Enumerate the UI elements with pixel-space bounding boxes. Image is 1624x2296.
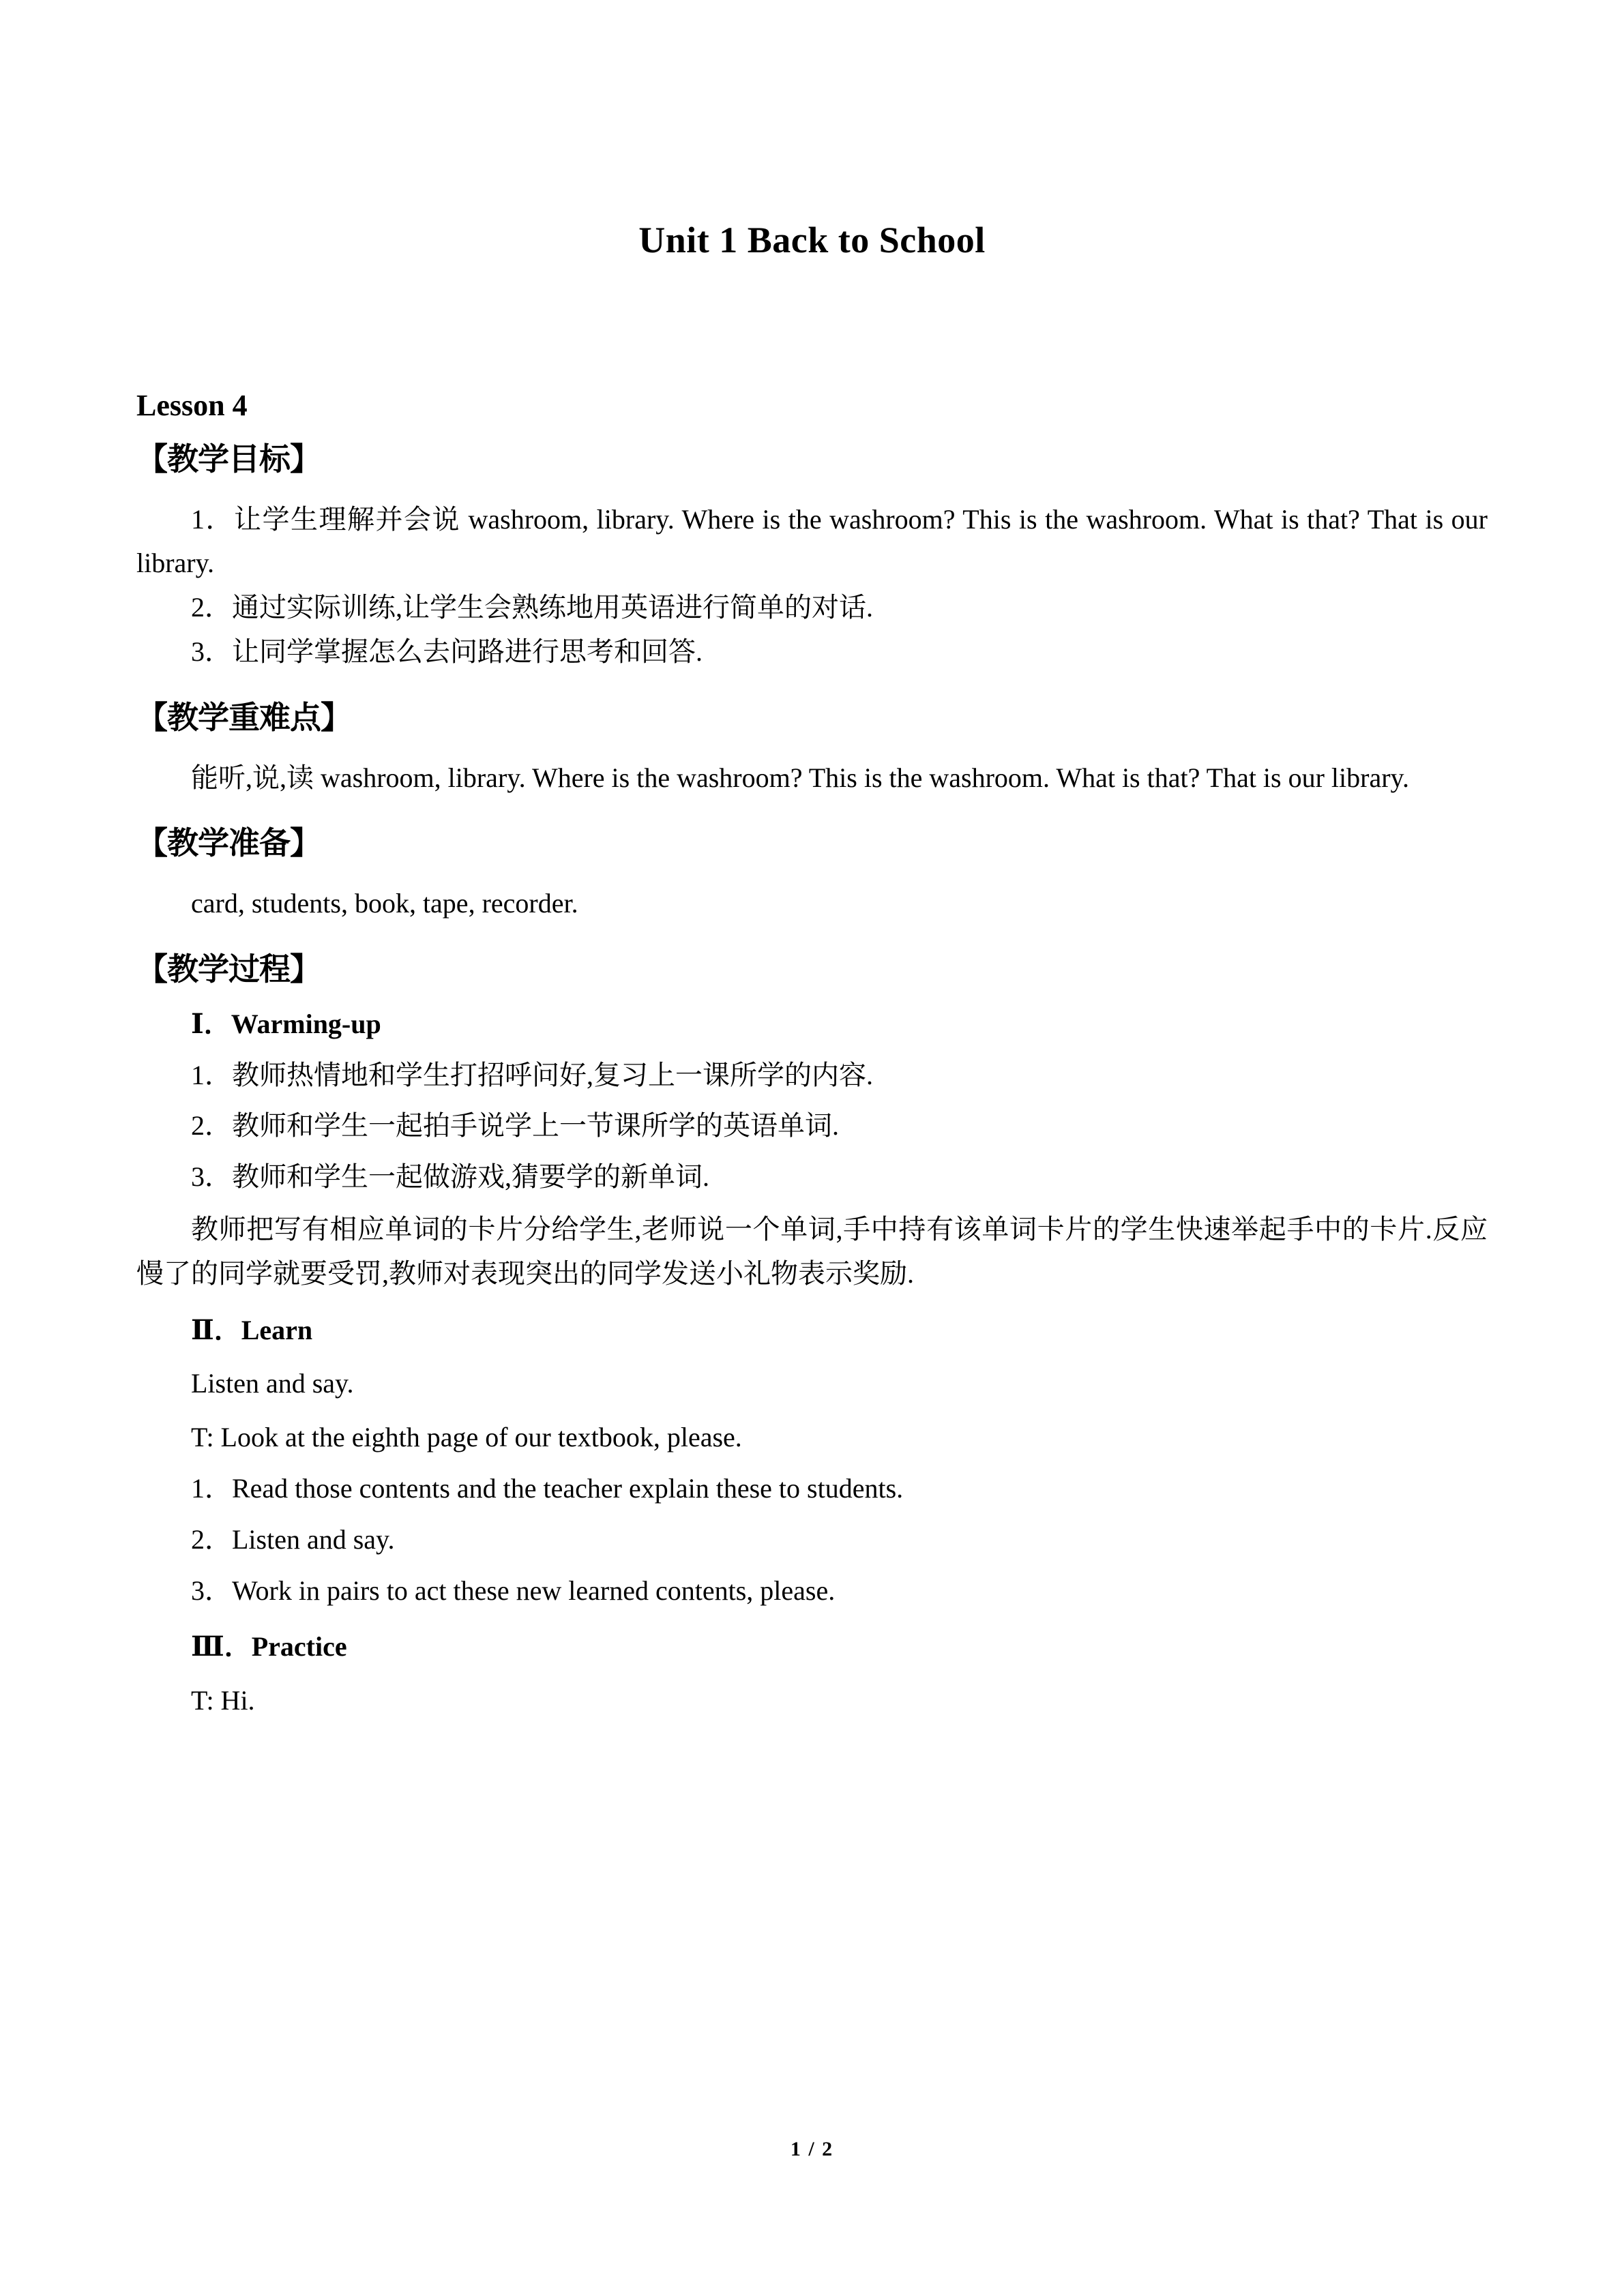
warming-up-item-1: 1．教师热情地和学生打招呼问好,复习上一课所学的内容.: [191, 1059, 873, 1090]
warming-up-item-3: 3．教师和学生一起做游戏,猜要学的新单词.: [191, 1161, 709, 1193]
page-number-footer: 1 / 2: [790, 2138, 834, 2160]
section-heading-objectives: 【教学目标】: [136, 440, 321, 477]
section-heading-key-points: 【教学重难点】: [136, 698, 351, 736]
objective-item-1: 1．让学生理解并会说 washroom, library. Where is the washroom? This is the washroom. What is that? That is our library.: [136, 503, 1488, 579]
learn-item-1: 1．Read those contents and the teacher explain these to students.: [191, 1472, 904, 1504]
objective-item-3: 3．让同学掌握怎么去问路进行思考和回答.: [191, 636, 703, 667]
learn-lead-line: Listen and say.: [191, 1368, 354, 1399]
section-heading-process: 【教学过程】: [136, 950, 321, 987]
page-title: Unit 1 Back to School: [638, 220, 986, 260]
section-heading-preparation: 【教学准备】: [136, 824, 321, 862]
process-step-label-warming-up: Ⅰ．Warming-up: [191, 1008, 381, 1039]
learn-teacher-line: T: Look at the eighth page of our textbook, please.: [191, 1422, 742, 1453]
process-step-label-practice: Ⅲ．Practice: [191, 1631, 347, 1663]
objective-item-2: 2．通过实际训练,让学生会熟练地用英语进行简单的对话.: [191, 592, 873, 623]
process-step-label-learn: Ⅱ．Learn: [191, 1314, 313, 1345]
learn-item-3: 3．Work in pairs to act these new learned contents, please.: [191, 1575, 836, 1606]
warming-up-paragraph: 教师把写有相应单词的卡片分给学生,老师说一个单词,手中持有该单词卡片的学生快速举起手中的卡片.反应慢了的同学就要受罚,教师对表现突出的同学发送小礼物表示奖励.: [136, 1213, 1488, 1289]
lesson-heading: Lesson 4: [136, 388, 248, 422]
practice-teacher-line: T: Hi.: [191, 1685, 255, 1716]
key-points-body: 能听,说,读 washroom, library. Where is the washroom? This is the washroom. What is that? That is our library.: [191, 762, 1409, 793]
warming-up-item-2: 2．教师和学生一起拍手说学上一节课所学的英语单词.: [191, 1110, 839, 1142]
preparation-body: card, students, book, tape, recorder.: [191, 888, 578, 919]
learn-item-2: 2．Listen and say.: [191, 1523, 395, 1555]
